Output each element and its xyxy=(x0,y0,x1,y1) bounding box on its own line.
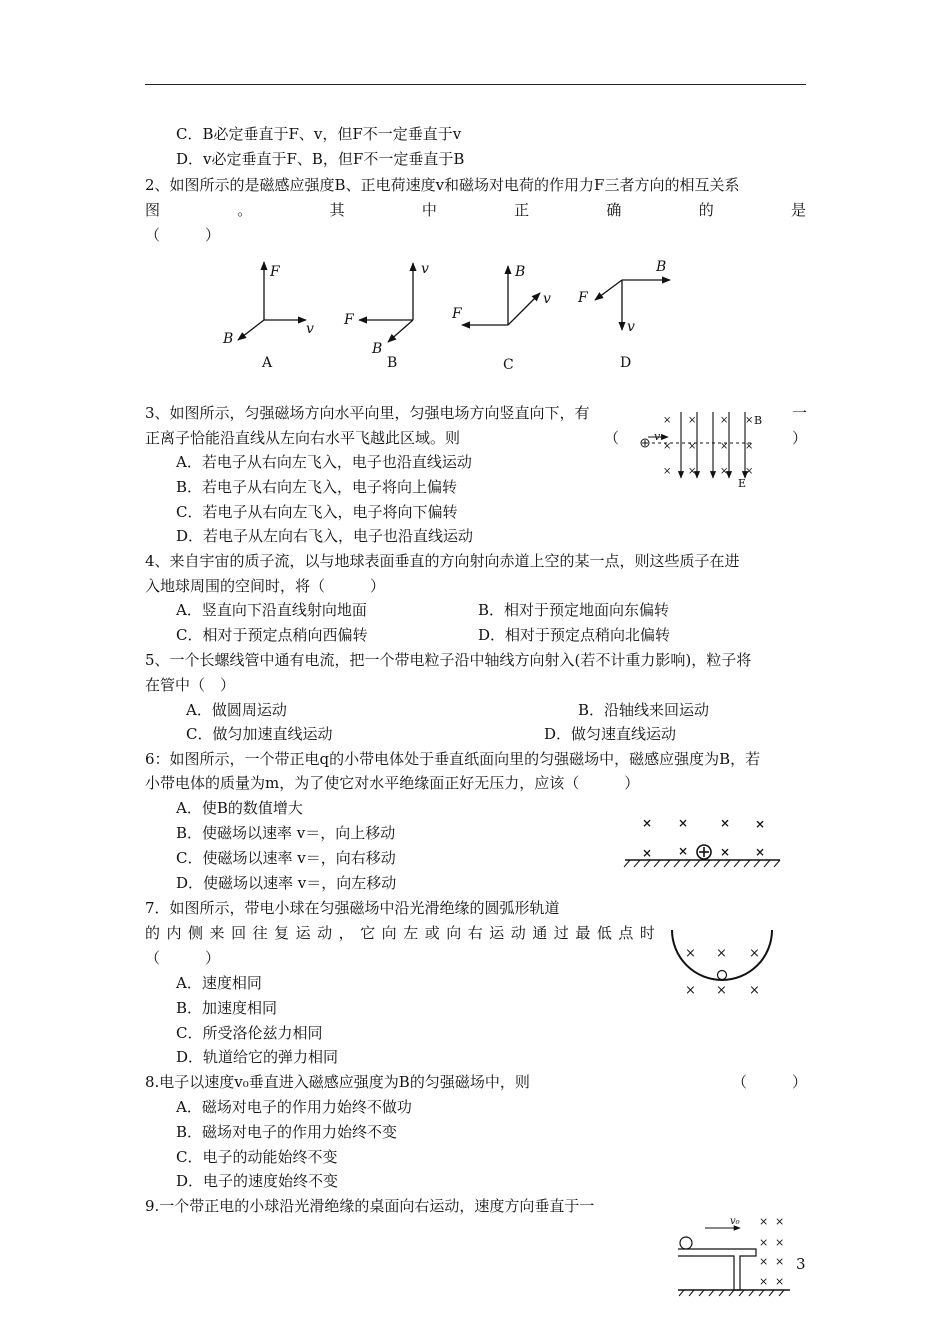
fig-a-f-label: F xyxy=(270,264,280,280)
q6-cross: × xyxy=(720,845,731,859)
q8-option-d: D．电子的速度始终不变 xyxy=(176,1172,339,1190)
q3-bracket-right: ） xyxy=(792,429,808,447)
q3-cross: × xyxy=(663,415,672,426)
q6-option-c: C．使磁场以速率 v＝，向右移动 xyxy=(176,849,396,867)
fig-c-f-label: F xyxy=(452,306,462,322)
q3-cross: × xyxy=(720,441,729,452)
q9-cross: × xyxy=(775,1275,785,1288)
q2-word: 图 xyxy=(145,201,161,219)
q2-stem-line1: 2、如图所示的是磁感应强度B、正电荷速度v和磁场对电荷的作用力F三者方向的相互关系 xyxy=(145,176,740,194)
q6-option-b: B．使磁场以速率 v＝，向上移动 xyxy=(176,824,396,842)
q7-cross: × xyxy=(685,946,696,961)
q2-word: 确 xyxy=(606,201,622,219)
q9-cross: × xyxy=(759,1275,769,1288)
q7-option-b: B．加速度相同 xyxy=(176,999,278,1017)
q4-stem-line2: 入地球周围的空间时，将（ ） xyxy=(145,577,386,595)
fig-label-a: A xyxy=(262,355,273,371)
q9-stem-line1: 9.一个带正电的小球沿光滑绝缘的桌面向右运动，速度方向垂直于一 xyxy=(145,1197,595,1215)
q7-word: 低 xyxy=(596,924,612,942)
fig-c-b-label: B xyxy=(515,264,526,280)
q6-cross: × xyxy=(642,816,653,830)
q8-answer-bracket: （ ） xyxy=(732,1073,808,1091)
q1-option-d: D．v必定垂直于F、B，但F不一定垂直于B xyxy=(176,150,465,168)
q8-option-b: B．磁场对电子的作用力始终不变 xyxy=(176,1123,398,1141)
q7-cross: × xyxy=(716,983,727,998)
q3-v-label: v xyxy=(654,430,661,443)
q3-cross: × xyxy=(688,415,697,426)
fig-c-v-label: v xyxy=(543,291,551,307)
q9-cross: × xyxy=(775,1215,785,1228)
q6-cross: × xyxy=(755,817,766,831)
q7-cross: × xyxy=(749,983,760,998)
q7-word: 左 xyxy=(403,924,419,942)
q2-word: 正 xyxy=(514,201,530,219)
q7-word: 侧 xyxy=(188,924,204,942)
q7-option-d: D．轨道给它的弹力相同 xyxy=(176,1048,339,1066)
q7-word: 点 xyxy=(618,924,634,942)
q7-word: 它 xyxy=(360,924,376,942)
q5-option-d: D．做匀速直线运动 xyxy=(544,725,677,743)
q7-word: 动 xyxy=(510,924,526,942)
q6-cross: × xyxy=(678,844,689,858)
q8-option-a: A．磁场对电子的作用力始终不做功 xyxy=(176,1098,412,1116)
q3-cross: × xyxy=(745,466,754,477)
q3-stem-line2: 正离子恰能沿直线从左向右水平飞越此区域。则 xyxy=(145,429,461,447)
q7-cross: × xyxy=(685,983,696,998)
q9-cross: × xyxy=(775,1236,785,1249)
q3-bracket-left: （ xyxy=(604,429,620,447)
q7-word: 内 xyxy=(166,924,182,942)
q6-cross: × xyxy=(642,846,653,860)
q7-word: 向 xyxy=(446,924,462,942)
q7-option-c: C．所受洛伦兹力相同 xyxy=(176,1024,323,1042)
q3-option-a: A．若电子从右向左飞入，电子也沿直线运动 xyxy=(176,453,472,471)
q9-v0-label: v₀ xyxy=(730,1216,740,1227)
fig-label-b: B xyxy=(387,355,398,371)
q3-cross: × xyxy=(663,466,672,477)
fig-b-f-label: F xyxy=(344,312,354,328)
fig-b-b-label: B xyxy=(372,341,383,357)
q7-word: 或 xyxy=(424,924,440,942)
q3-cross: × xyxy=(688,441,697,452)
q7-word: 时 xyxy=(639,924,655,942)
q3-cross: × xyxy=(720,466,729,477)
q5-option-b: B．沿轴线来回运动 xyxy=(578,701,710,719)
q7-word: 动 xyxy=(317,924,333,942)
q7-word: 过 xyxy=(553,924,569,942)
q2-answer-bracket: （ ） xyxy=(145,226,221,244)
fig-a-b-label: B xyxy=(223,331,234,347)
q3-cross: × xyxy=(663,441,672,452)
q4-option-b: B．相对于预定地面向东偏转 xyxy=(478,601,670,619)
q9-cross: × xyxy=(759,1236,769,1249)
q3-option-d: D．若电子从左向右飞入，电子也沿直线运动 xyxy=(176,527,474,545)
q9-cross: × xyxy=(759,1255,769,1268)
q6-stem-line1: 6：如图所示，一个带正电q的小带电体处于垂直纸面向里的匀强磁场中，磁感应强度为B，若 xyxy=(145,750,761,768)
q3-option-c: C．若电子从右向左飞入，电子将向下偏转 xyxy=(176,503,458,521)
q6-cross: × xyxy=(720,816,731,830)
q6-stem-line2: 小带电体的质量为m，为了使它对水平绝缘面正好无压力，应该（ ） xyxy=(145,774,640,792)
page-number: 3 xyxy=(796,1255,806,1273)
q6-cross: × xyxy=(755,845,766,859)
q2-word: 的 xyxy=(698,201,714,219)
fig-d-f-label: F xyxy=(578,290,588,306)
q7-cross: × xyxy=(749,946,760,961)
q7-word: 复 xyxy=(274,924,290,942)
q6-option-a: A．使B的数值增大 xyxy=(176,799,303,817)
q3-stem-line1: 3、如图所示，匀强磁场方向水平向里，匀强电场方向竖直向下，有 xyxy=(145,404,590,422)
q7-word: 最 xyxy=(575,924,591,942)
q2-word: 是 xyxy=(790,201,806,219)
q4-option-d: D．相对于预定点稍向北偏转 xyxy=(478,626,671,644)
q5-option-c: C．做匀加速直线运动 xyxy=(186,725,333,743)
q3-stem-line1-end: 一 xyxy=(792,404,808,422)
q2-word: 其 xyxy=(329,201,345,219)
q6-option-d: D．使磁场以速率 v＝，向左移动 xyxy=(176,874,397,892)
q3-cross: × xyxy=(745,415,754,426)
q3-e-label: E xyxy=(738,477,747,490)
q5-stem-line2: 在管中（ ） xyxy=(145,676,236,694)
q2-word: 中 xyxy=(421,201,437,219)
header-rule xyxy=(145,84,806,85)
q7-word: 运 xyxy=(295,924,311,942)
q3-cross: × xyxy=(745,441,754,452)
q2-word: 。 xyxy=(237,201,253,219)
q7-word: 通 xyxy=(532,924,548,942)
fig-label-d: D xyxy=(620,355,632,371)
q7-stem-line1: 7．如图所示，带电小球在匀强磁场中沿光滑绝缘的圆弧形轨道 xyxy=(145,899,560,917)
q7-option-a: A．速度相同 xyxy=(176,974,262,992)
fig-a-v-label: v xyxy=(306,321,314,337)
q2-stem-line2 xyxy=(145,200,806,220)
q1-option-c: C．B必定垂直于F、v，但F不一定垂直于v xyxy=(176,125,462,143)
q3-cross: × xyxy=(688,466,697,477)
q5-option-a: A．做圆周运动 xyxy=(186,701,287,719)
q7-word: ， xyxy=(338,924,354,942)
q3-b-label: B xyxy=(754,414,763,427)
q7-word: 回 xyxy=(231,924,247,942)
q4-stem-line1: 4、来自宇宙的质子流，以与地球表面垂直的方向射向赤道上空的某一点，则这些质子在进 xyxy=(145,552,740,570)
q6-cross: × xyxy=(678,816,689,830)
q4-option-c: C．相对于预定点稍向西偏转 xyxy=(176,626,368,644)
fig-label-c: C xyxy=(503,357,514,373)
q7-word: 向 xyxy=(381,924,397,942)
q3-option-b: B．若电子从右向左飞入，电子将向上偏转 xyxy=(176,478,458,496)
fig-b-v-label: v xyxy=(421,261,429,277)
q5-stem-line1: 5、一个长螺线管中通有电流，把一个带电粒子沿中轴线方向射入(若不计重力影响)，粒子将 xyxy=(145,651,752,669)
q7-word: 的 xyxy=(145,924,161,942)
q7-cross: × xyxy=(716,946,727,961)
q7-word: 右 xyxy=(467,924,483,942)
q8-stem-line1: 8.电子以速度v₀垂直进入磁感应强度为B的匀强磁场中，则 xyxy=(145,1073,530,1091)
q7-word: 运 xyxy=(489,924,505,942)
fig-d-v-label: v xyxy=(627,319,635,335)
q7-word: 来 xyxy=(209,924,225,942)
q7-answer-bracket: （ ） xyxy=(145,949,221,967)
q8-option-c: C．电子的动能始终不变 xyxy=(176,1148,338,1166)
q9-cross: × xyxy=(759,1215,769,1228)
q3-cross: × xyxy=(720,415,729,426)
q7-word: 往 xyxy=(252,924,268,942)
q9-cross: × xyxy=(775,1255,785,1268)
q7-stem-line2 xyxy=(145,923,655,943)
fig-d-b-label: B xyxy=(656,259,667,275)
q4-option-a: A．竖直向下沿直线射向地面 xyxy=(176,601,367,619)
